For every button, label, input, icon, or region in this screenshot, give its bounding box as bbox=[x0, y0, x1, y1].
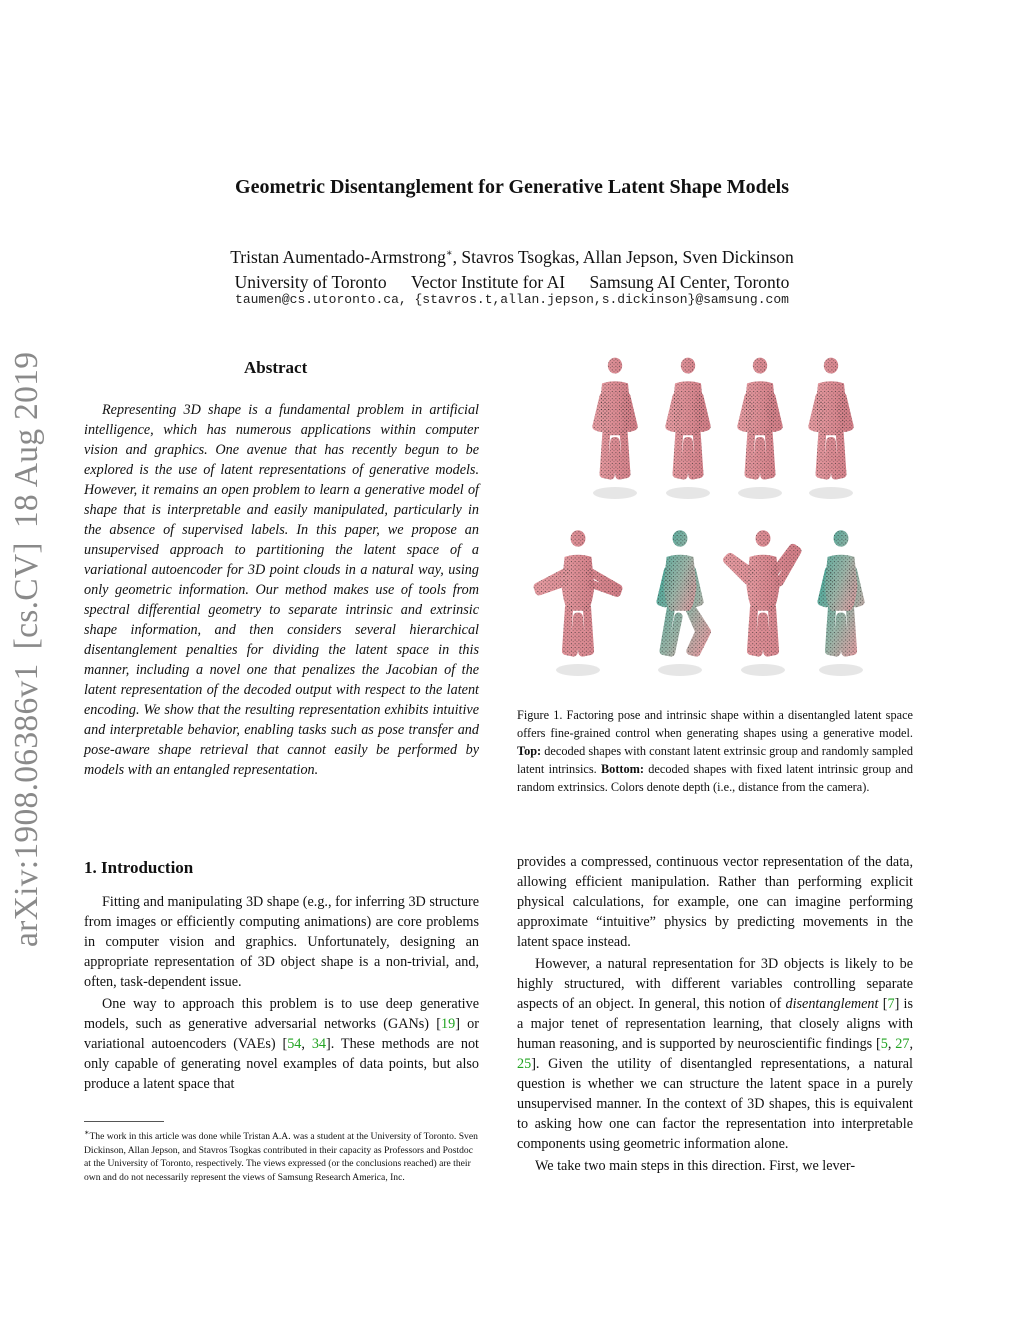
top-shape-2 bbox=[669, 358, 706, 476]
bottom-shape-3-shadow bbox=[741, 664, 785, 676]
intro-r2-part-d: ]. Given the utility of disentangled representations, a natural question is whether we can structure the latent space in a purely unsupervised manner. In the context of 3D shapes, this is equivalent to asking how one can factor the representation into interpretable components using geometric information alone. bbox=[517, 1056, 913, 1152]
bottom-shape-1 bbox=[538, 530, 619, 652]
citation-34[interactable]: 34 bbox=[311, 1036, 327, 1052]
intro-right-paragraph-1: provides a compressed, continuous vector representation of the data, allowing efficient manipulation. Rather than performing explicit physical calculations, for example, one can imagine performing approximate “intuitive” physics by predicting movements in the latent space instead. bbox=[517, 854, 913, 950]
citation-25[interactable]: 25 bbox=[517, 1056, 532, 1072]
author-list bbox=[0, 241, 1024, 295]
top-shape-2-shadow bbox=[666, 487, 710, 499]
top-shape-4-shadow bbox=[809, 487, 853, 499]
paper-title: Geometric Disentanglement for Generative Latent Shape Models bbox=[235, 176, 789, 198]
footnote-text: The work in this article was done while Tristan A.A. was a student at the University of Toronto. Sven Dickinson, Allan Jepson, and Stavros Tsogkas contributed in their capacity as Professors and Postdoc at the University of Toronto, respectively. The views expressed (or the conclusions reached) are their own and do not necessarily represent the views of Samsung Research America, Inc. bbox=[84, 1131, 478, 1183]
bottom-shape-3 bbox=[727, 530, 797, 652]
author-emails: taumen@cs.utoronto.ca, {stavros.t,allan.jepson,s.dickinson}@samsung.com bbox=[235, 292, 789, 307]
caption-top-label: Top: bbox=[517, 744, 542, 758]
citation-7[interactable]: 7 bbox=[887, 996, 895, 1012]
caption-bottom-label: Bottom: bbox=[600, 762, 645, 776]
bottom-shape-4 bbox=[822, 530, 861, 652]
disentanglement-term: disentanglement bbox=[785, 996, 879, 1012]
intro-paragraph-1: Fitting and manipulating 3D shape (e.g., for inferring 3D structure from images or efficiently computing animations) are core problems in computer vision and graphics. Unfortunately, designing an appropriate representation of 3D object shape is a non-trivial, and, often, task-dependent issue. bbox=[84, 894, 479, 990]
intro-r2-part-c: ] is a major tenet of representation learning, that closely aligns with human reasoning, and is supported by neuroscientific findings [ bbox=[517, 996, 914, 1052]
intro-paragraph-2: One way to approach this problem is to use deep generative models, such as generative adversarial networks (GANs) [19] or variational autoencoders (VAEs) [54, 34]. These methods are not only capable of generating novel examples of data points, but also produce a latent space that bbox=[84, 996, 479, 1092]
citation-5[interactable]: 5 bbox=[880, 1036, 888, 1052]
intro-right-column bbox=[517, 852, 913, 1176]
caption-intro: Figure 1. Factoring pose and intrinsic shape within a disentangled latent space offers fine-grained control when generating shapes using a generative model. bbox=[517, 708, 913, 740]
intro-p2-part-c: ]. These methods are not only capable of generating novel examples of data points, but also produce a latent space that bbox=[84, 1036, 479, 1092]
abstract-text: Representing 3D shape is a fundamental problem in artificial intelligence, which has numerous applications within computer vision and graphics. One avenue that has recently begun to be explored is the use of latent representations of generative models. However, it remains an open problem to learn a generative model of shape that is interpretable and easily manipulated, particularly in the absence of supervised labels. In this paper, we propose an unsupervised approach to partitioning the latent space of a variational autoencoder for 3D point clouds in a natural way, using only geometric information. Our method makes use of tools from spectral differential geometry to separate intrinsic and extrinsic shape information, and then considers several hierarchical disentanglement penalties for dividing the latent space in this manner, including a novel one that penalizes the Jacobian of the latent representation of the decoded output with respect to the latent encoding. We show that the resulting representation exhibits intuitive and interpretable behavior, enabling tasks such as pose transfer and pose-aware shape retrieval that cannot easily be performed by models with an entangled representation. bbox=[84, 402, 479, 778]
intro-p2-part-a: One way to approach this problem is to use deep generative models, such as generative adversarial networks (GANs) [ bbox=[84, 996, 479, 1032]
arxiv-date: 18 Aug 2019 bbox=[8, 351, 45, 529]
abstract-section bbox=[84, 400, 479, 780]
author-footnote-mark: ∗ bbox=[445, 248, 453, 259]
figure-1-caption bbox=[517, 706, 913, 796]
top-shape-3-shadow bbox=[738, 487, 782, 499]
author-rest: , Stavros Tsogkas, Allan Jepson, Sven Dickinson bbox=[452, 246, 794, 267]
footnote bbox=[84, 1126, 479, 1185]
introduction-heading: 1. Introduction bbox=[84, 858, 194, 877]
top-shape-1-shadow bbox=[593, 487, 637, 499]
citation-54[interactable]: 54 bbox=[287, 1036, 302, 1052]
footnote-mark: ∗ bbox=[84, 1128, 90, 1137]
top-shape-1 bbox=[596, 358, 633, 476]
intro-r2-part-b: [ bbox=[878, 996, 888, 1012]
arxiv-stamp bbox=[8, 338, 46, 947]
affiliation-toronto: University of Toronto bbox=[234, 271, 387, 292]
top-shape-3 bbox=[741, 358, 778, 476]
arxiv-id: arXiv:1908.06386v1 bbox=[8, 663, 45, 947]
bottom-shape-2-shadow bbox=[658, 664, 702, 676]
affiliation-vector: Vector Institute for AI bbox=[411, 271, 566, 292]
arxiv-category: [cs.CV] bbox=[8, 542, 45, 650]
bottom-shape-1-shadow bbox=[556, 664, 600, 676]
bottom-shape-2 bbox=[661, 530, 707, 652]
caption-top-text: decoded shapes with constant latent extrinsic group and randomly sampled latent intrinsics. bbox=[517, 744, 913, 776]
citation-27[interactable]: 27 bbox=[895, 1036, 910, 1052]
caption-bottom-text: decoded shapes with fixed latent intrinsic group and random extrinsics. Colors denote depth (i.e., distance from the camera). bbox=[517, 762, 913, 794]
affiliation-samsung: Samsung AI Center, Toronto bbox=[589, 271, 790, 292]
figure-1 bbox=[520, 355, 915, 700]
intro-p2-part-b: ] or variational autoencoders (VAEs) [ bbox=[84, 1016, 479, 1052]
intro-right-paragraph-3: We take two main steps in this direction. First, we lever- bbox=[535, 1158, 856, 1174]
intro-r2-part-a: However, a natural representation for 3D objects is likely to be highly structured, with different variables controlling separate aspects of an object. In general, this notion of bbox=[517, 956, 913, 1012]
bottom-shape-4-shadow bbox=[819, 664, 863, 676]
intro-right-paragraph-2: However, a natural representation for 3D objects is likely to be highly structured, with different variables controlling separate aspects of an object. In general, this notion of disentanglement [7] is a major tenet of representation learning, that closely aligns with human reasoning, and is supported by neuroscientific findings [5, 27, 25]. Given the utility of disentangled representations, a natural question is whether we can structure the latent space in a purely unsupervised manner. In the context of 3D shapes, this is equivalent to asking how one can factor the representation into interpretable components using geometric information alone. bbox=[517, 956, 914, 1152]
top-shape-4 bbox=[812, 358, 849, 476]
author-first: Tristan Aumentado-Armstrong bbox=[230, 246, 446, 267]
citation-19[interactable]: 19 bbox=[441, 1016, 456, 1032]
figure-1-shapes bbox=[520, 355, 915, 700]
footnote-rule bbox=[84, 1121, 164, 1122]
intro-left-column bbox=[84, 892, 479, 1094]
abstract-heading: Abstract bbox=[244, 358, 308, 377]
